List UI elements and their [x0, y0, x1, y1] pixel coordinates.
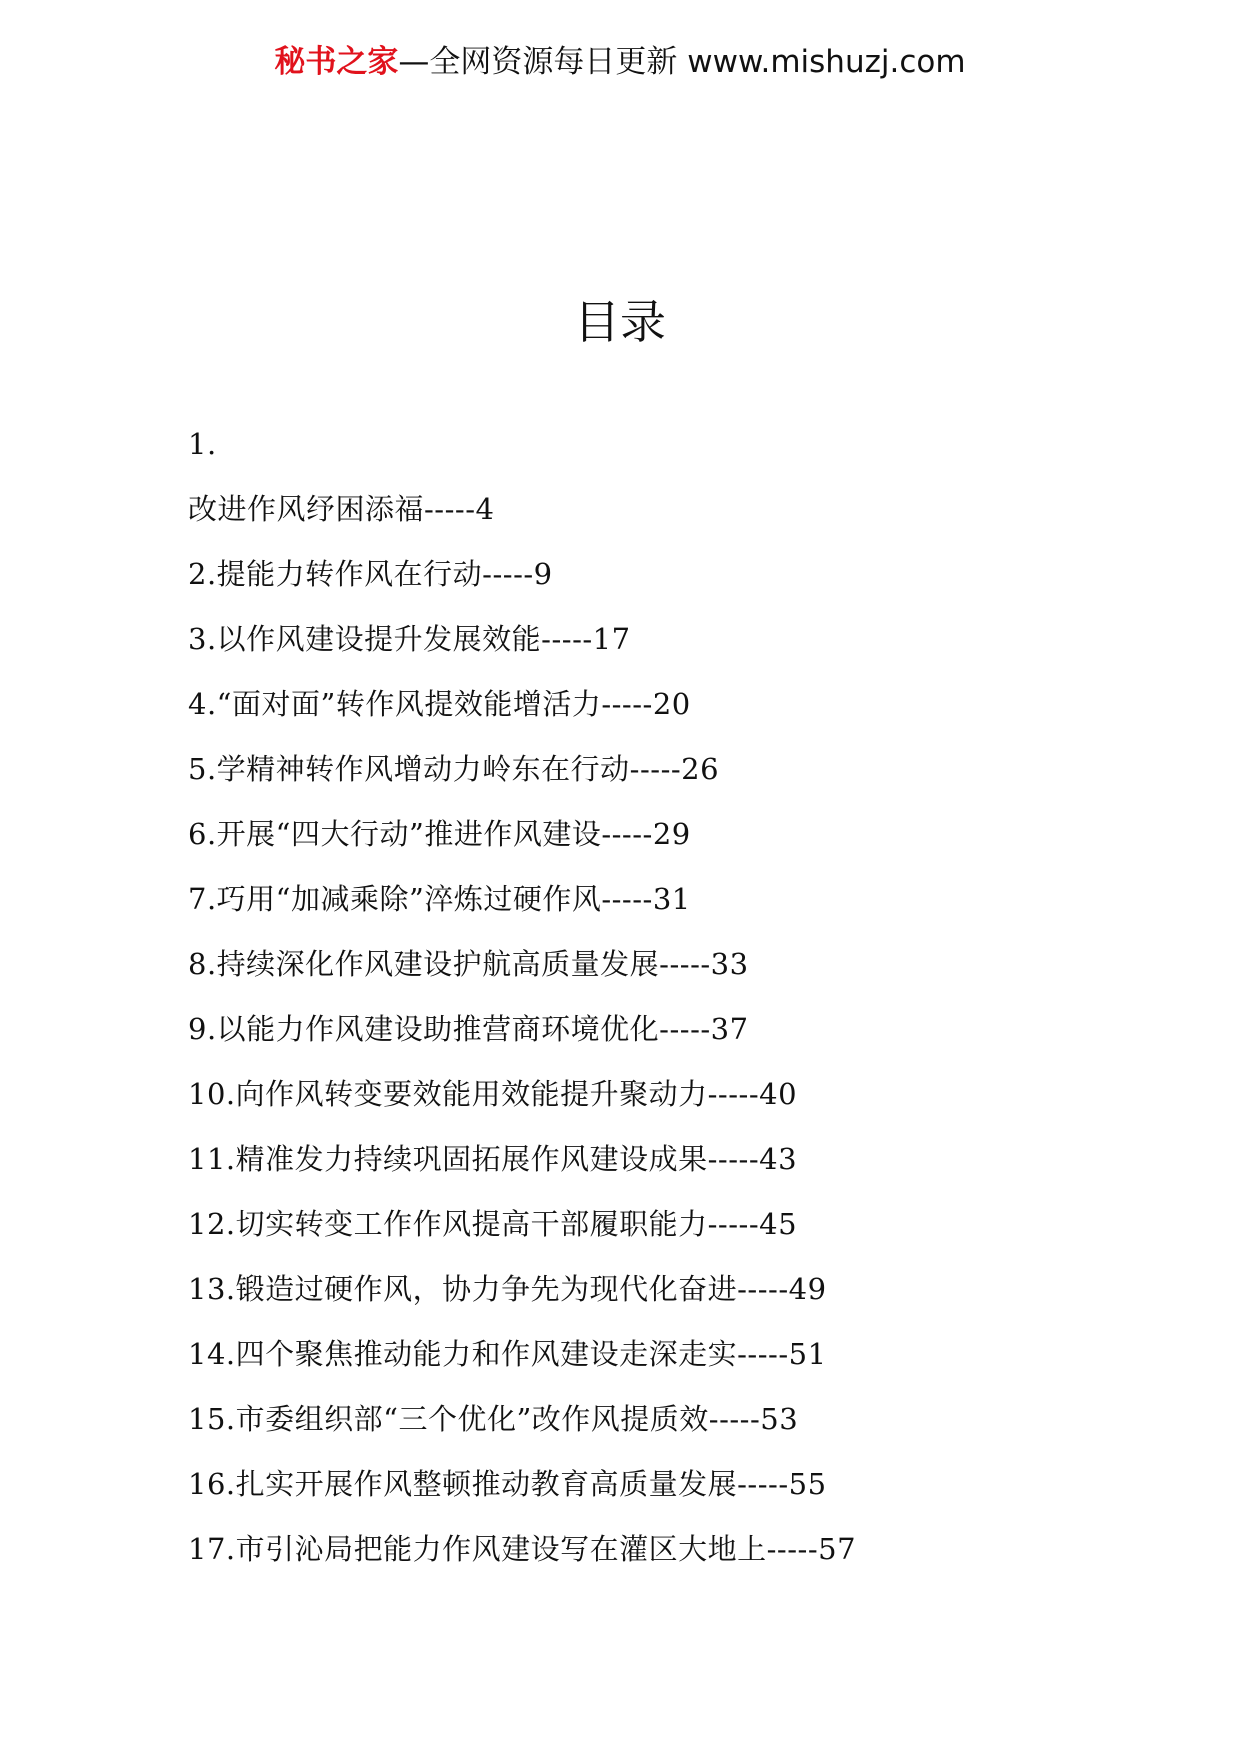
toc-line: 15.市委组织部“三个优化”改作风提质效-----53: [188, 1402, 799, 1436]
toc-line: 2.提能力转作风在行动-----9: [188, 557, 553, 591]
toc-line: 改进作风纾困添福-----4: [188, 492, 495, 526]
site-tagline: —全网资源每日更新 www.mishuzj.com: [398, 44, 966, 80]
toc-line: 13.锻造过硬作风，协力争先为现代化奋进-----49: [188, 1272, 827, 1306]
toc-line: 16.扎实开展作风整顿推动教育高质量发展-----55: [188, 1467, 827, 1501]
toc-line: 6.开展“四大行动”推进作风建设-----29: [188, 817, 691, 851]
toc-line: 7.巧用“加减乘除”淬炼过硬作风-----31: [188, 882, 691, 916]
toc-line: 11.精准发力持续巩固拓展作风建设成果-----43: [188, 1142, 798, 1176]
site-brand: 秘书之家: [274, 44, 399, 80]
table-of-contents: [188, 412, 1188, 1582]
toc-line: 5.学精神转作风增动力岭东在行动-----26: [188, 752, 720, 786]
page-title: 目录: [574, 295, 666, 349]
toc-line: 12.切实转变工作作风提高干部履职能力-----45: [188, 1207, 798, 1241]
toc-line: 3.以作风建设提升发展效能-----17: [188, 622, 631, 656]
toc-line: 4.“面对面”转作风提效能增活力-----20: [188, 687, 691, 721]
toc-line: 17.市引沁局把能力作风建设写在灌区大地上-----57: [188, 1532, 857, 1566]
toc-line: 1.: [188, 427, 217, 461]
toc-line: 8.持续深化作风建设护航高质量发展-----33: [188, 947, 749, 981]
toc-line: 14.四个聚焦推动能力和作风建设走深走实-----51: [188, 1337, 827, 1371]
toc-line: 10.向作风转变要效能用效能提升聚动力-----40: [188, 1077, 798, 1111]
site-header: [0, 40, 1240, 84]
toc-line: 9.以能力作风建设助推营商环境优化-----37: [188, 1012, 749, 1046]
